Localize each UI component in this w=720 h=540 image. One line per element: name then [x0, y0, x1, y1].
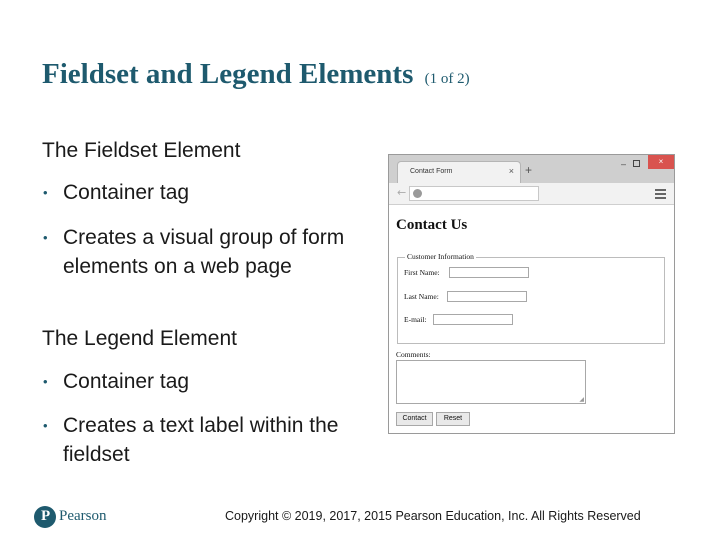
last-name-label: Last Name:	[404, 292, 439, 301]
bullet-item	[43, 223, 353, 281]
legend-heading: The Legend Element	[42, 327, 237, 350]
customer-fieldset	[397, 252, 665, 344]
last-name-input[interactable]	[447, 291, 527, 302]
slide-title-page-indicator: (1 of 2)	[424, 71, 470, 87]
tab-title: Contact Form	[410, 168, 453, 175]
slide-title-text: Fieldset and Legend Elements	[42, 58, 414, 90]
pearson-logo-icon	[34, 506, 56, 528]
fieldset-heading: The Fieldset Element	[42, 139, 241, 162]
email-label: E-mail:	[404, 315, 427, 324]
hamburger-menu-icon[interactable]	[655, 189, 666, 201]
browser-tab[interactable]	[397, 161, 521, 183]
browser-titlebar	[389, 155, 674, 183]
bullet-item	[43, 178, 353, 207]
address-bar[interactable]	[409, 186, 539, 201]
email-input[interactable]	[433, 314, 513, 325]
reset-button[interactable]: Reset	[436, 412, 470, 426]
browser-screenshot	[388, 154, 675, 434]
bullet-text: Container tag	[63, 181, 190, 204]
bullet-item	[43, 411, 353, 469]
bullet-icon: •	[43, 230, 48, 245]
first-name-label: First Name:	[404, 268, 440, 277]
new-tab-icon[interactable]: +	[525, 163, 533, 177]
comments-label: Comments:	[396, 350, 431, 359]
logo-letter: P	[41, 508, 51, 524]
bullet-icon: •	[43, 418, 48, 433]
fieldset-legend: Customer Information	[407, 252, 474, 261]
comments-textarea[interactable]	[396, 360, 586, 404]
pearson-brand: Pearson	[59, 508, 107, 524]
first-name-input[interactable]	[449, 267, 529, 278]
bullet-text: Creates a text label within the fieldset	[63, 414, 339, 466]
bullet-item	[43, 367, 353, 396]
browser-page	[389, 205, 674, 434]
close-window-icon[interactable]: ×	[648, 155, 674, 169]
bullet-text: Creates a visual group of form elements on a web page	[63, 226, 345, 278]
copyright-notice: Copyright © 2019, 2017, 2015 Pearson Education, Inc. All Rights Reserved	[225, 509, 641, 523]
minimize-icon[interactable]: –	[620, 159, 626, 169]
back-arrow-icon[interactable]: ←	[397, 186, 407, 199]
maximize-icon[interactable]	[633, 160, 640, 167]
bullet-text: Container tag	[63, 370, 190, 393]
bullet-icon: •	[43, 374, 48, 389]
bullet-icon: •	[43, 185, 48, 200]
slide-title	[42, 58, 470, 91]
contact-button[interactable]: Contact	[396, 412, 433, 426]
page-heading: Contact Us	[396, 217, 468, 233]
tab-close-icon[interactable]: ×	[508, 166, 514, 176]
globe-icon	[413, 189, 422, 198]
resize-grip-icon[interactable]: ◢	[579, 396, 584, 403]
browser-toolbar	[389, 183, 674, 205]
